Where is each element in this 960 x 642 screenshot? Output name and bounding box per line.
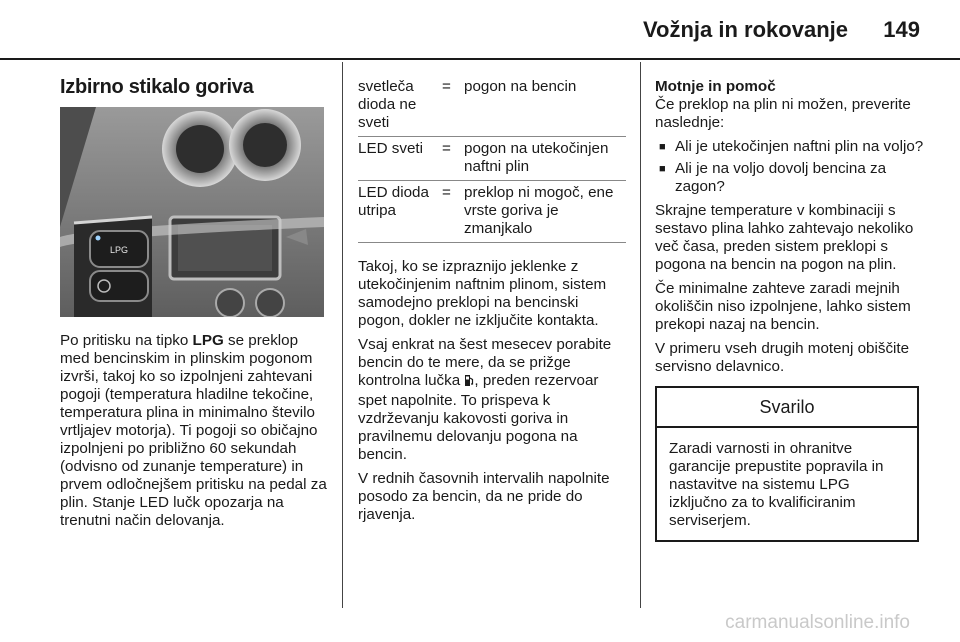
- warning-title: Svarilo: [657, 388, 917, 428]
- list-item: [655, 160, 925, 196]
- table-term: LED dioda utripa: [358, 184, 429, 219]
- table-divider: [358, 242, 626, 243]
- fuel-pump-icon: [464, 373, 474, 392]
- warning-body: Zaradi varnosti in ohranitve garancije prepustite popravila in nastavitve na sistemu LPG izključno za to kvalificiranim serviserjem.: [669, 440, 884, 529]
- column-divider-left: [342, 62, 343, 608]
- paragraph: Skrajne temperature v kombinaciji s sestavo plina lahko zahtevajo nekoliko več časa, preden sistem preklopi s pogona na bencin na pogon na plin.: [655, 202, 914, 273]
- paragraph: Če preklop na plin ni možen, preverite naslednje:: [655, 96, 911, 131]
- table-equals: =: [442, 78, 451, 95]
- paragraph: V rednih časovnih intervalih napolnite posodo za bencin, da ne pride do rjavenja.: [358, 470, 610, 523]
- square-bullet-icon: ■: [659, 163, 666, 175]
- lpg-switch-paragraph: [60, 332, 330, 530]
- watermark: carmanualsonline.info: [725, 612, 910, 633]
- paragraph-text-start: Po pritisku na tipko: [60, 332, 193, 349]
- lpg-bold-label: LPG: [192, 332, 224, 349]
- paragraph-text-start: Vsaj enkrat na šest mesecev porabite bencin do te mere, da se prižge kontrolna lučka: [358, 336, 612, 389]
- table-row: [358, 184, 626, 238]
- page-number: 149: [883, 17, 920, 42]
- paragraph: Če minimalne zahteve zaradi mejnih okoliščin niso izpolnjene, lahko sistem prekopi nazaj na bencin.: [655, 280, 911, 333]
- section-title: Izbirno stikalo goriva: [60, 76, 254, 98]
- table-description: preklop ni mogoč, ene vrste goriva je zmanjkalo: [464, 184, 614, 237]
- table-divider: [358, 180, 626, 181]
- table-equals: =: [442, 184, 451, 201]
- paragraph: V primeru vseh drugih motenj obiščite servisno delavnico.: [655, 340, 910, 375]
- paragraph: Takoj, ko se izpraznijo jeklenke z utekočinjenim naftnim plinom, sistem samodejno preklopi na bencinski pogon, dokler ne izključite kontakta.: [358, 258, 607, 329]
- warning-box: [655, 386, 919, 542]
- square-bullet-icon: ■: [659, 141, 666, 153]
- paragraph: [358, 336, 626, 464]
- list-item-text: Ali je na voljo dovolj bencina za zagon?: [675, 160, 887, 195]
- middle-column: [358, 78, 626, 530]
- subsection-heading: Motnje in pomoč: [655, 78, 776, 95]
- table-term: LED sveti: [358, 140, 423, 157]
- led-status-table: [358, 78, 626, 243]
- right-column: [655, 78, 925, 542]
- header-title: Vožnja in rokovanje: [643, 17, 848, 42]
- paragraph-text-end: se preklop med bencinskim in plinskim pogonom izvrši, takoj ko so izpolnjeni zahtevani pogoji (temperatura hladilne tekočine, temperatura plina in minimalno število vrtljajev motorja). Ti pogoji so običajno izpolnjeni po približno 60 sekundah (odvisno od zunanje temperature) in prvem odločnejšem pritisku na pedal za plin. Stanje LED lučk opozarja na trenutni način delovanja.: [60, 332, 327, 529]
- column-divider-right: [640, 62, 641, 608]
- bullet-list: [655, 138, 925, 196]
- table-row: [358, 78, 626, 132]
- list-item: [655, 138, 925, 156]
- header-divider: [0, 58, 960, 60]
- lpg-button-label: LPG: [109, 245, 129, 255]
- list-item-text: Ali je utekočinjen naftni plin na voljo?: [675, 138, 924, 155]
- table-description: pogon na utekočinjen naftni plin: [464, 140, 609, 175]
- table-row: [358, 140, 626, 176]
- table-divider: [358, 136, 626, 137]
- table-equals: =: [442, 140, 451, 157]
- lpg-switch-photo: [60, 107, 324, 317]
- table-description: pogon na bencin: [464, 78, 577, 95]
- paragraph-text-end: , preden rezervoar spet napolnite. To prispeva k vzdrževanju kakovosti goriva in pravilnemu delovanju pogona na bencin.: [358, 372, 599, 463]
- table-term: svetleča dioda ne sveti: [358, 78, 417, 131]
